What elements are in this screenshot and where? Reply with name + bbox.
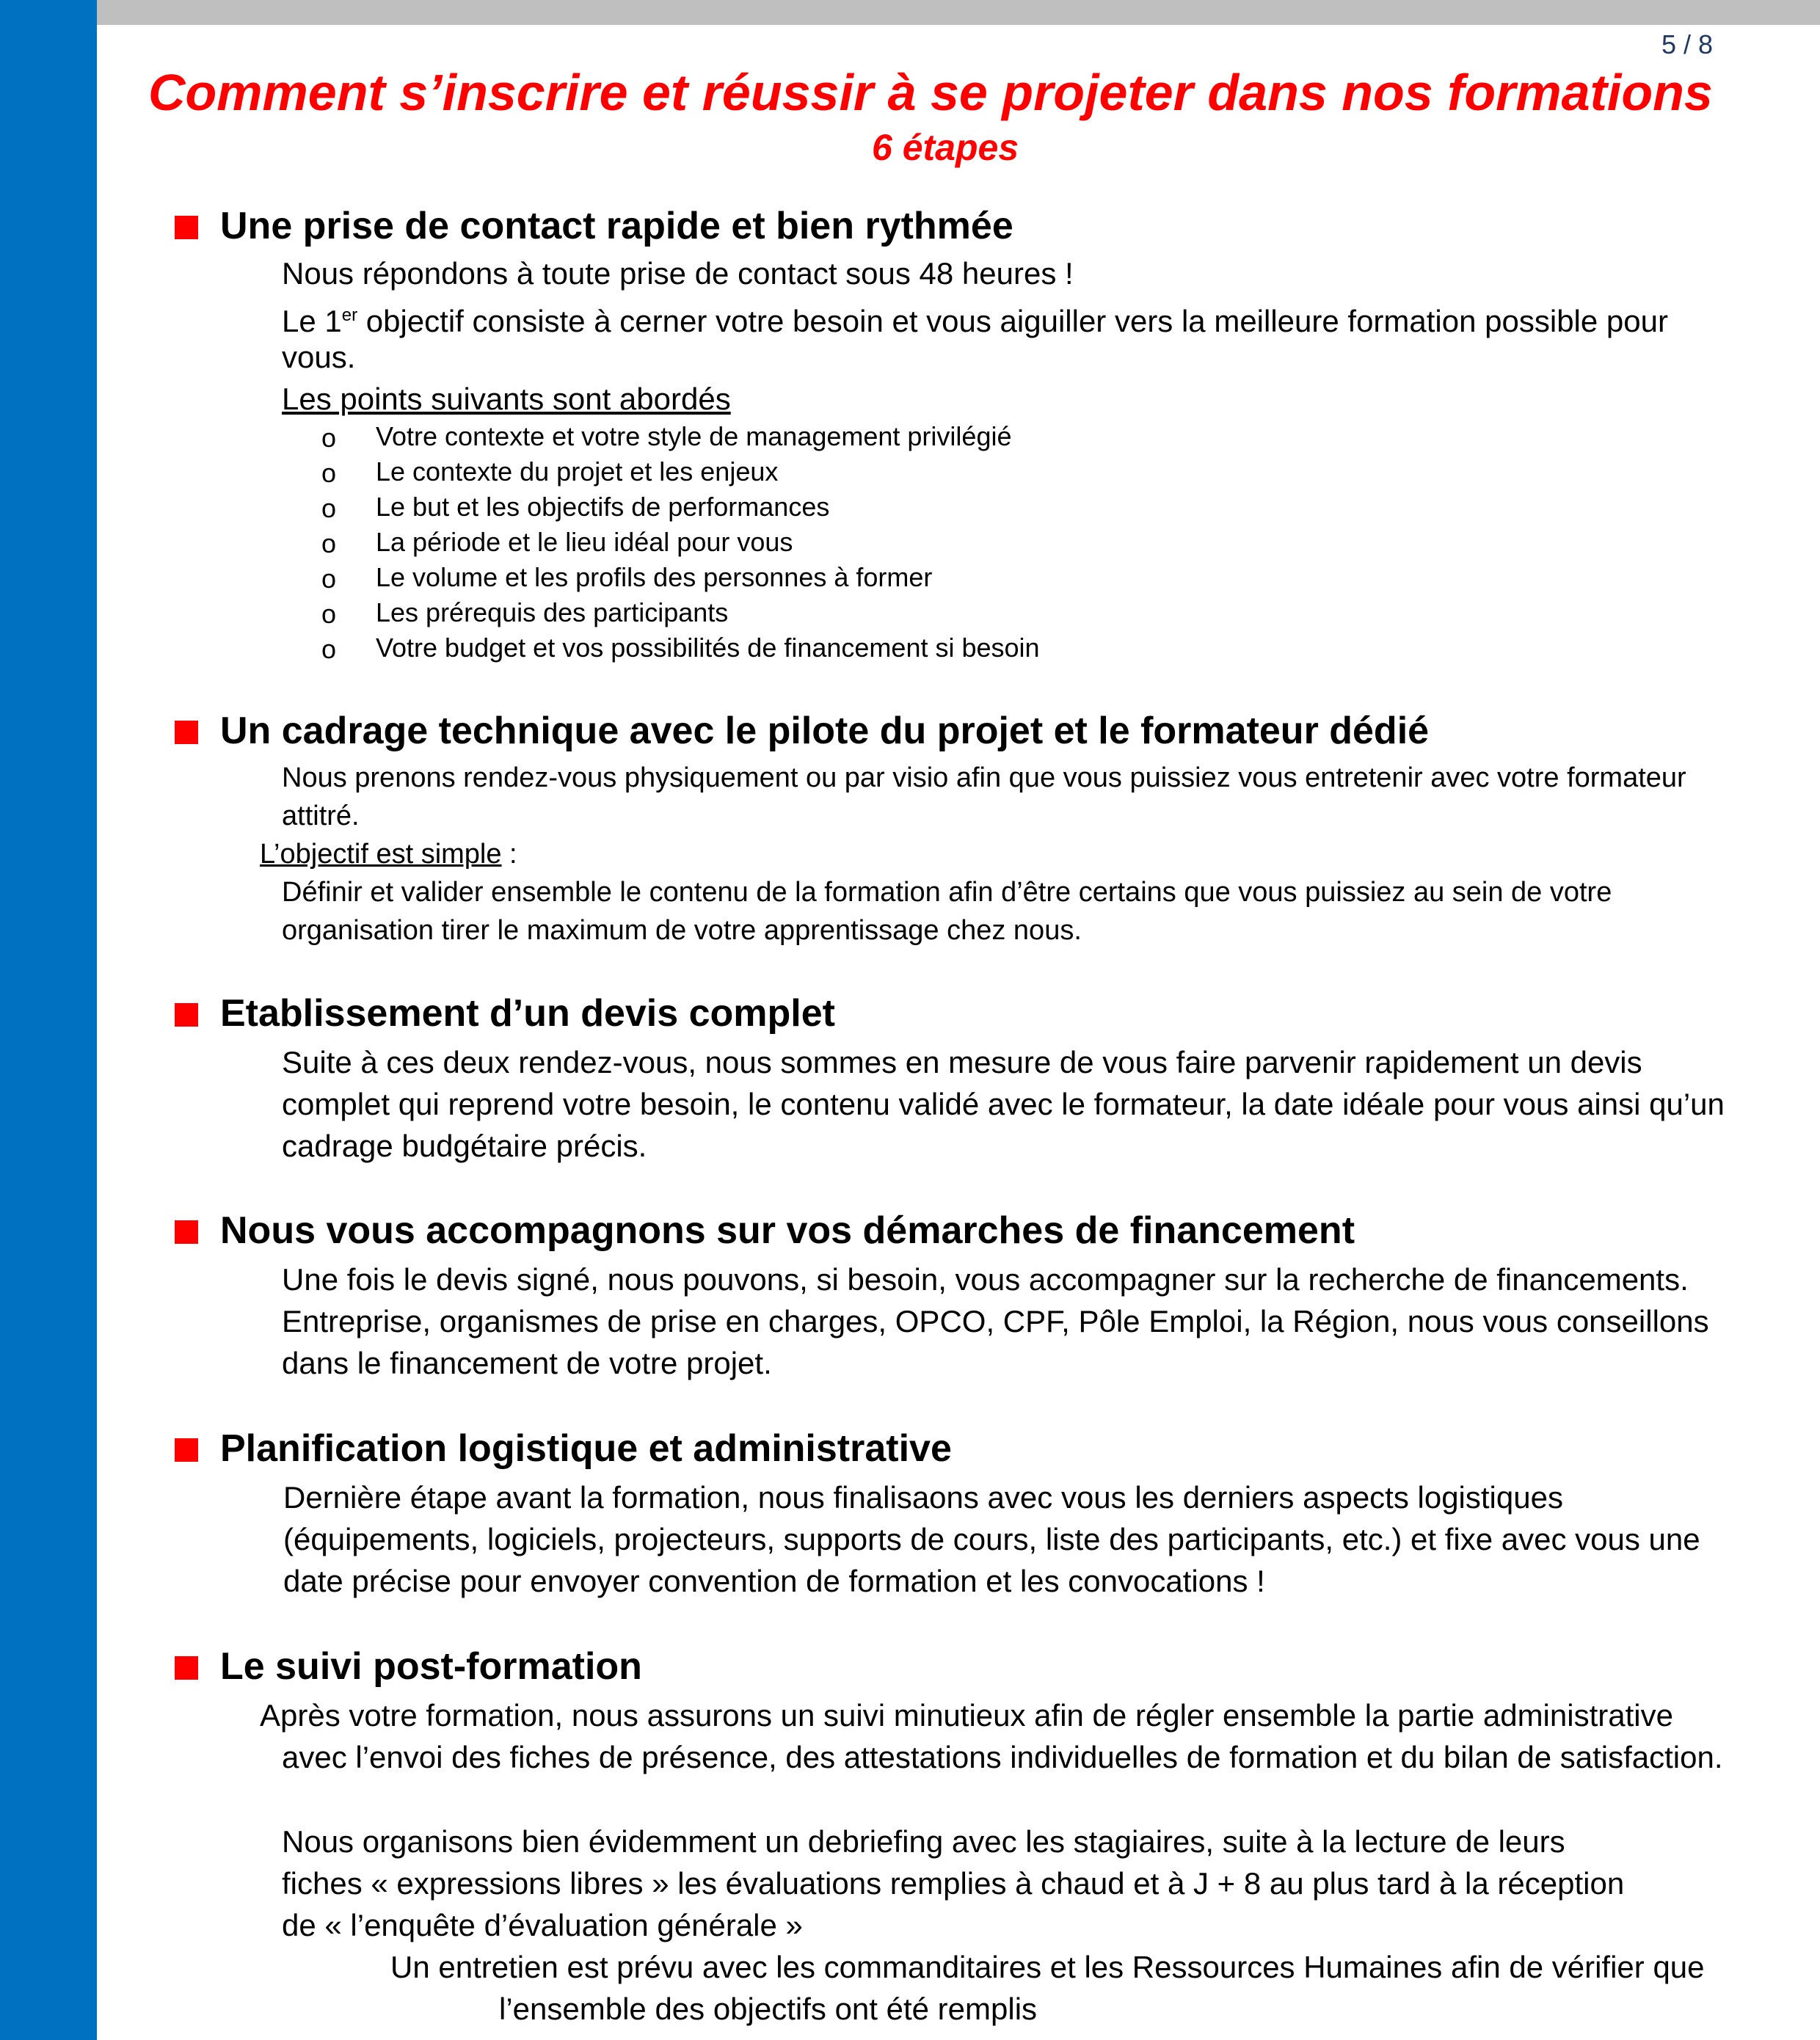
- section-text-line: Après votre formation, nous assurons un suivi minutieux afin de régler ensemble la partie administrative: [260, 1698, 1673, 1733]
- section-text-line: Un entretien est prévu avec les commanditaires et les Ressources Humaines afin de vérifier que: [390, 1950, 1705, 1984]
- section-heading: Le suivi post-formation: [220, 1645, 642, 1688]
- circle-bullet: o: [321, 458, 337, 488]
- section-text-line: l’ensemble des objectifs ont été remplis: [499, 1992, 1038, 2026]
- left-blue-band: [0, 0, 97, 2040]
- section-text-line: attitré.: [282, 801, 360, 831]
- section-bullet-square: [175, 721, 198, 744]
- section-text-line: (équipements, logiciels, projecteurs, supports de cours, liste des participants, etc.) et fixe avec vous une: [283, 1522, 1700, 1556]
- section-text-line: organisation tirer le maximum de votre apprentissage chez nous.: [282, 915, 1082, 946]
- section-heading: Un cadrage technique avec le pilote du projet et le formateur dédié: [220, 710, 1430, 752]
- section-text-line: avec l’envoi des fiches de présence, des attestations individuelles de formation et du bilan de satisfaction.: [282, 1740, 1723, 1774]
- circle-bullet: o: [321, 599, 337, 629]
- section-text-line: cadrage budgétaire précis.: [282, 1129, 647, 1163]
- section-text-line: fiches « expressions libres » les évaluations remplies à chaud et à J + 8 au plus tard à la réception: [282, 1866, 1625, 1901]
- section-heading: Etablissement d’un devis complet: [220, 992, 835, 1035]
- section-text-line: de « l’enquête d’évaluation générale »: [282, 1908, 803, 1942]
- list-item: Votre budget et vos possibilités de financement si besoin: [376, 633, 1040, 663]
- section-heading: Planification logistique et administrative: [220, 1427, 952, 1470]
- circle-bullet: o: [321, 493, 337, 523]
- section-text-line: vous.: [282, 340, 356, 374]
- circle-bullet: o: [321, 634, 337, 664]
- circle-bullet: o: [321, 423, 337, 453]
- page-title: Comment s’inscrire et réussir à se projeter dans nos formations: [148, 64, 1713, 121]
- page-number: 5 / 8: [1661, 29, 1713, 59]
- section-text-line: Nous organisons bien évidemment un debriefing avec les stagiaires, suite à la lecture de leurs: [282, 1824, 1565, 1859]
- section-text-line: dans le financement de votre projet.: [282, 1346, 772, 1380]
- circle-bullet: o: [321, 528, 337, 558]
- section-text-line: Le 1er objectif consiste à cerner votre besoin et vous aiguiller vers la meilleure formation possible pour: [282, 304, 1668, 338]
- top-gray-band: [97, 0, 1820, 25]
- section-text-line: date précise pour envoyer convention de formation et les convocations !: [283, 1564, 1265, 1598]
- page-subtitle: 6 étapes: [872, 127, 1019, 168]
- list-item: Le but et les objectifs de performances: [376, 492, 830, 522]
- section-text-line: Définir et valider ensemble le contenu de la formation afin d’être certains que vous puissiez au sein de votre: [282, 877, 1612, 908]
- section-bullet-square: [175, 1438, 198, 1462]
- section-heading: Nous vous accompagnons sur vos démarches de financement: [220, 1209, 1355, 1252]
- section-text-line: Suite à ces deux rendez-vous, nous sommes en mesure de vous faire parvenir rapidement un devis: [282, 1045, 1642, 1079]
- section-text-line: Nous prenons rendez-vous physiquement ou par visio afin que vous puissiez vous entretenir avec votre formateur: [282, 762, 1686, 793]
- section-bullet-square: [175, 1220, 198, 1244]
- section-heading: Une prise de contact rapide et bien rythmée: [220, 205, 1013, 247]
- section-text-line: Une fois le devis signé, nous pouvons, si besoin, vous accompagner sur la recherche de financements.: [282, 1262, 1689, 1297]
- list-item: Le volume et les profils des personnes à former: [376, 562, 933, 592]
- section-text-line: Entreprise, organismes de prise en charges, OPCO, CPF, Pôle Emploi, la Région, nous vous conseillons: [282, 1304, 1709, 1338]
- list-title: Les points suivants sont abordés: [282, 382, 731, 416]
- list-item: La période et le lieu idéal pour vous: [376, 527, 793, 557]
- section-text-line: complet qui reprend votre besoin, le contenu validé avec le formateur, la date idéale pour vous ainsi qu’un: [282, 1087, 1725, 1121]
- section-bullet-square: [175, 1003, 198, 1027]
- list-item: Votre contexte et votre style de management privilégié: [376, 421, 1012, 451]
- section-text-line: L’objectif est simple :: [260, 839, 517, 870]
- section-bullet-square: [175, 1656, 198, 1680]
- list-item: Le contexte du projet et les enjeux: [376, 456, 779, 487]
- section-text-line: Dernière étape avant la formation, nous finalisaons avec vous les derniers aspects logistiques: [283, 1480, 1563, 1515]
- section-text-line: Nous répondons à toute prise de contact sous 48 heures !: [282, 256, 1074, 291]
- list-item: Les prérequis des participants: [376, 597, 729, 627]
- circle-bullet: o: [321, 564, 337, 594]
- superscript-er: er: [341, 305, 358, 325]
- section-bullet-square: [175, 216, 198, 239]
